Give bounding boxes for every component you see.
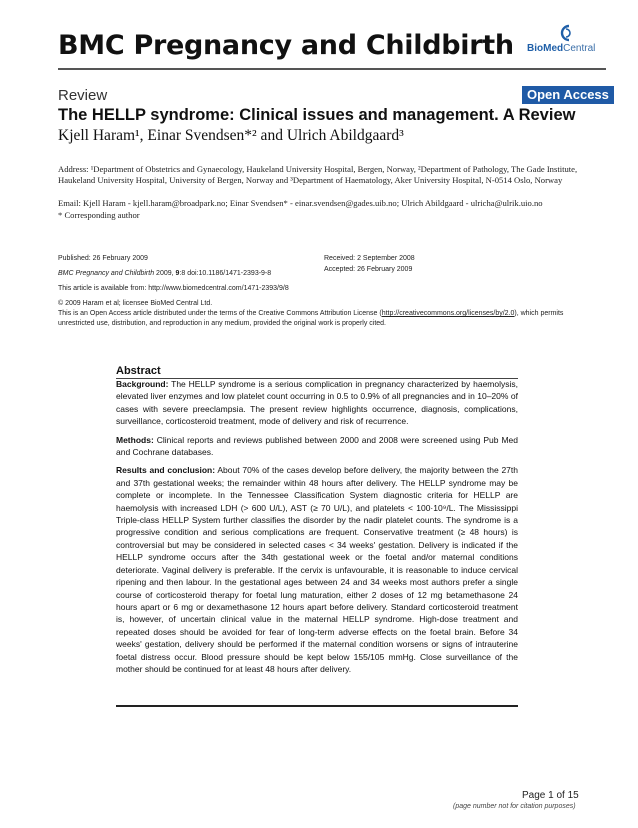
abstract-bottom-rule (116, 705, 518, 707)
citation-journal: BMC Pregnancy and Childbirth (58, 270, 155, 277)
license-text-post: ), which permits unrestricted use, distribution, and reproduction in any medium, provided the original work is properly cited. (58, 310, 564, 327)
published-date: Published: 26 February 2009 (58, 255, 148, 262)
methods-text: Clinical reports and reviews published between 2000 and 2008 were screened using Pub Med and Cochrane databases. (116, 434, 518, 458)
citation-year: 2009, (154, 270, 176, 277)
article-type: Review (58, 87, 108, 104)
publisher-name-bold: BioMed (527, 43, 564, 54)
accepted-date: Accepted: 26 February 2009 (324, 266, 413, 273)
abstract-background (116, 378, 518, 428)
methods-label: Methods: (116, 434, 154, 445)
affiliations: Address: ¹Department of Obstetrics and Gynaecology, Haukeland University Hospital, Bergen, Norway, ²Department of Pathology, The Gade Institute, Haukeland University Hospital, University of Bergen, Norway and ³Department of Haematology, Aker University Hospital, N-0514 Oslo, Norway (58, 164, 578, 186)
license-link[interactable]: http://creativecommons.org/licenses/by/2.0 (381, 310, 515, 317)
citation (58, 270, 271, 277)
license-text-pre: This is an Open Access article distributed under the terms of the Creative Commons Attribution License ( (58, 310, 382, 317)
article-url[interactable]: This article is available from: http://www.biomedcentral.com/1471-2393/9/8 (58, 285, 289, 292)
license-statement (58, 309, 578, 329)
article-title: The HELLP syndrome: Clinical issues and management. A Review (58, 106, 576, 124)
masthead-divider (58, 68, 606, 70)
journal-title: BMC Pregnancy and Childbirth (58, 30, 514, 61)
page-number: Page 1 of 15 (522, 790, 579, 801)
abstract-results (116, 464, 518, 675)
page-number-note: (page number not for citation purposes) (453, 803, 576, 810)
author-emails: Email: Kjell Haram - kjell.haram@broadpark.no; Einar Svendsen* - einar.svendsen@gades.uib.no; Ulrich Abildgaard - ulricha@ulrik.uio.no (58, 198, 543, 208)
received-date: Received: 2 September 2008 (324, 255, 415, 262)
abstract-methods (116, 434, 518, 459)
citation-volume: 9 (175, 270, 180, 277)
citation-doi: :8 doi:10.1186/1471-2393-9-8 (179, 270, 272, 277)
copyright-line: © 2009 Haram et al; licensee BioMed Central Ltd. (58, 300, 213, 307)
author-list: Kjell Haram¹, Einar Svendsen*² and Ulrich Abildgaard³ (58, 127, 404, 144)
publisher-logo[interactable] (527, 24, 607, 60)
background-label: Background: (116, 379, 169, 389)
abstract-heading: Abstract (116, 365, 161, 377)
results-label: Results and conclusion: (116, 465, 216, 476)
background-text: The HELLP syndrome is a serious complication in pregnancy characterized by haemolysis, elevated liver enzymes and low platelet count occurring in 0.5 to 0.9% of all pregnancies and in 10–20% of cases with severe preeclampsia. The present review highlights occurrence, diagnosis, complications, surveillance, corticosteroid treatment, mode of delivery and risk of recurrence. (116, 379, 518, 427)
results-text: About 70% of the cases develop before delivery, the majority between the 27th and 37th gestational weeks; the remainder within 48 hours after delivery. The HELLP syndrome may be complete or incomplete. In the Tennessee Classification System diagnostic criteria for HELLP are haemolysis with increased LDH (> 600 U/L), AST (≥ 70 U/L), and platelets < 100·10⁹/L. The Mississippi Triple-class HELLP System further classifies the disorder by the nadir platelet counts. The syndrome is a progressive condition and serious complications are frequent. Conservative treatment (≥ 48 hours) is controversial but may be considered in selected cases < 34 weeks' gestation. Delivery is indicated if the HELLP syndrome occurs after the 34th gestational week or the foetal and/or maternal conditions deteriorate. Vaginal delivery is preferable. If the cervix is unfavourable, it is reasonable to induce cervical ripening and then labour. In the gestational ages between 24 and 34 weeks most authors prefer a single course of corticosteroid therapy for foetal lung maturation, either 2 doses of 12 mg betamethasone 24 hours apart or 6 mg or dexamethasone 12 hours apart before delivery. Standard corticosteroid treatment is, however, of uncertain clinical value in the maternal HELLP syndrome. High-dose treatment and repeated doses should be avoided for fear of long-term adverse effects on the foetal brain. Before 34 weeks' gestation, delivery should be performed if the maternal condition worsens or signs of intrauterine foetal distress occur. Blood pressure should be kept below 155/105 mmHg. Close surveillance of the mother should be continued for at least 48 hours after delivery. (116, 465, 518, 674)
publisher-name (527, 43, 595, 54)
corresponding-author-note: * Corresponding author (58, 210, 140, 220)
abstract-body (116, 378, 518, 681)
open-access-badge: Open Access (522, 86, 614, 104)
publisher-name-light: Central (563, 43, 596, 54)
biomed-arc-icon (558, 24, 576, 42)
